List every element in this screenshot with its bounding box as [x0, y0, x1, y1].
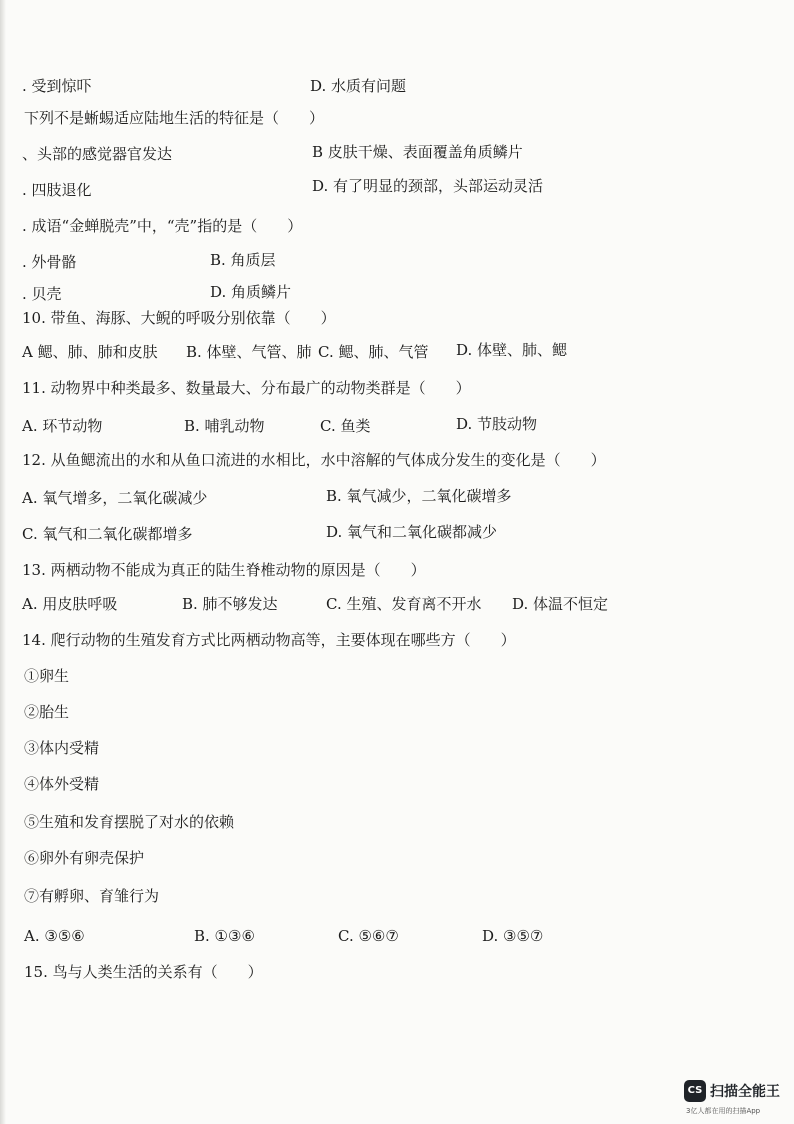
q13-option-b: B. 氧气减少，二氧化碳增多: [326, 487, 512, 505]
q15-item-1: ①卵生: [24, 667, 70, 685]
q15-option-b: B. ①③⑥: [194, 927, 255, 945]
q12-option-a: A. 环节动物: [22, 417, 103, 435]
q9-option-a: 、头部的感觉器官发达: [22, 145, 173, 163]
q14-option-b: B. 肺不够发达: [182, 595, 278, 613]
q10-option-b: B. 角质层: [210, 251, 276, 269]
q15-stem: 14. 爬行动物的生殖发育方式比两栖动物高等，主要体现在哪些方（ ）: [22, 631, 516, 649]
q10-stem: . 成语“金蝉脱壳”中，“壳”指的是（ ）: [22, 217, 303, 235]
q14-option-a: A. 用皮肤呼吸: [22, 595, 118, 613]
q11-stem: 10. 带鱼、海豚、大鲵的呼吸分别依靠（ ）: [22, 309, 336, 327]
q9-option-d: D. 有了明显的颈部，头部运动灵活: [312, 177, 544, 195]
q13-option-c: C. 氧气和二氧化碳都增多: [22, 525, 193, 543]
q8-option-d: D. 水质有问题: [310, 77, 407, 95]
q9-stem: 下列不是蜥蜴适应陆地生活的特征是（ ）: [24, 109, 325, 127]
q10-option-c: . 贝壳: [22, 285, 62, 303]
q15-option-c: C. ⑤⑥⑦: [338, 927, 399, 945]
scanner-tagline: 3亿人都在用的扫描App: [686, 1107, 761, 1115]
scan-edge-shadow: [0, 0, 6, 1124]
q10-option-d: D. 角质鳞片: [210, 283, 292, 301]
q11-option-d: D. 体壁、肺、鳃: [456, 341, 568, 359]
q15-item-3: ③体内受精: [24, 739, 100, 757]
scanner-logo-icon: CS: [684, 1080, 706, 1102]
q15-item-2: ②胎生: [24, 703, 70, 721]
q12-option-d: D. 节肢动物: [456, 415, 538, 433]
q13-stem: 12. 从鱼鳃流出的水和从鱼口流进的水相比，水中溶解的气体成分发生的变化是（ ）: [22, 451, 606, 469]
q15-option-d: D. ③⑤⑦: [482, 927, 544, 945]
q8-option-c: . 受到惊吓: [22, 77, 92, 95]
q12-option-b: B. 哺乳动物: [184, 417, 265, 435]
q13-option-d: D. 氧气和二氧化碳都减少: [326, 523, 498, 541]
q10-option-a: . 外骨骼: [22, 253, 77, 271]
q11-option-c: C. 鳃、肺、气管: [318, 343, 429, 361]
q15-item-5: ⑤生殖和发育摆脱了对水的依赖: [24, 813, 235, 831]
q14-stem: 13. 两栖动物不能成为真正的陆生脊椎动物的原因是（ ）: [22, 561, 426, 579]
q15-option-a: A. ③⑤⑥: [24, 927, 85, 945]
q12-option-c: C. 鱼类: [320, 417, 371, 435]
scanner-app-name: 扫描全能王: [710, 1084, 780, 1100]
q11-option-a: A 鳃、肺、肺和皮肤: [22, 343, 158, 361]
q14-option-c: C. 生殖、发育离不开水: [326, 595, 482, 613]
scanner-watermark: [684, 1080, 794, 1120]
q15-item-4: ④体外受精: [24, 775, 100, 793]
q16-stem: 15. 鸟与人类生活的关系有（ ）: [24, 963, 263, 981]
q9-option-c: . 四肢退化: [22, 181, 92, 199]
q15-item-6: ⑥卵外有卵壳保护: [24, 849, 145, 867]
q15-item-7: ⑦有孵卵、育雏行为: [24, 887, 160, 905]
q14-option-d: D. 体温不恒定: [512, 595, 609, 613]
q11-option-b: B. 体壁、气管、肺: [186, 343, 312, 361]
q12-stem: 11. 动物界中种类最多、数量最大、分布最广的动物类群是（ ）: [22, 379, 471, 397]
q13-option-a: A. 氧气增多，二氧化碳减少: [22, 489, 208, 507]
q9-option-b: B 皮肤干燥、表面覆盖角质鳞片: [312, 143, 523, 161]
